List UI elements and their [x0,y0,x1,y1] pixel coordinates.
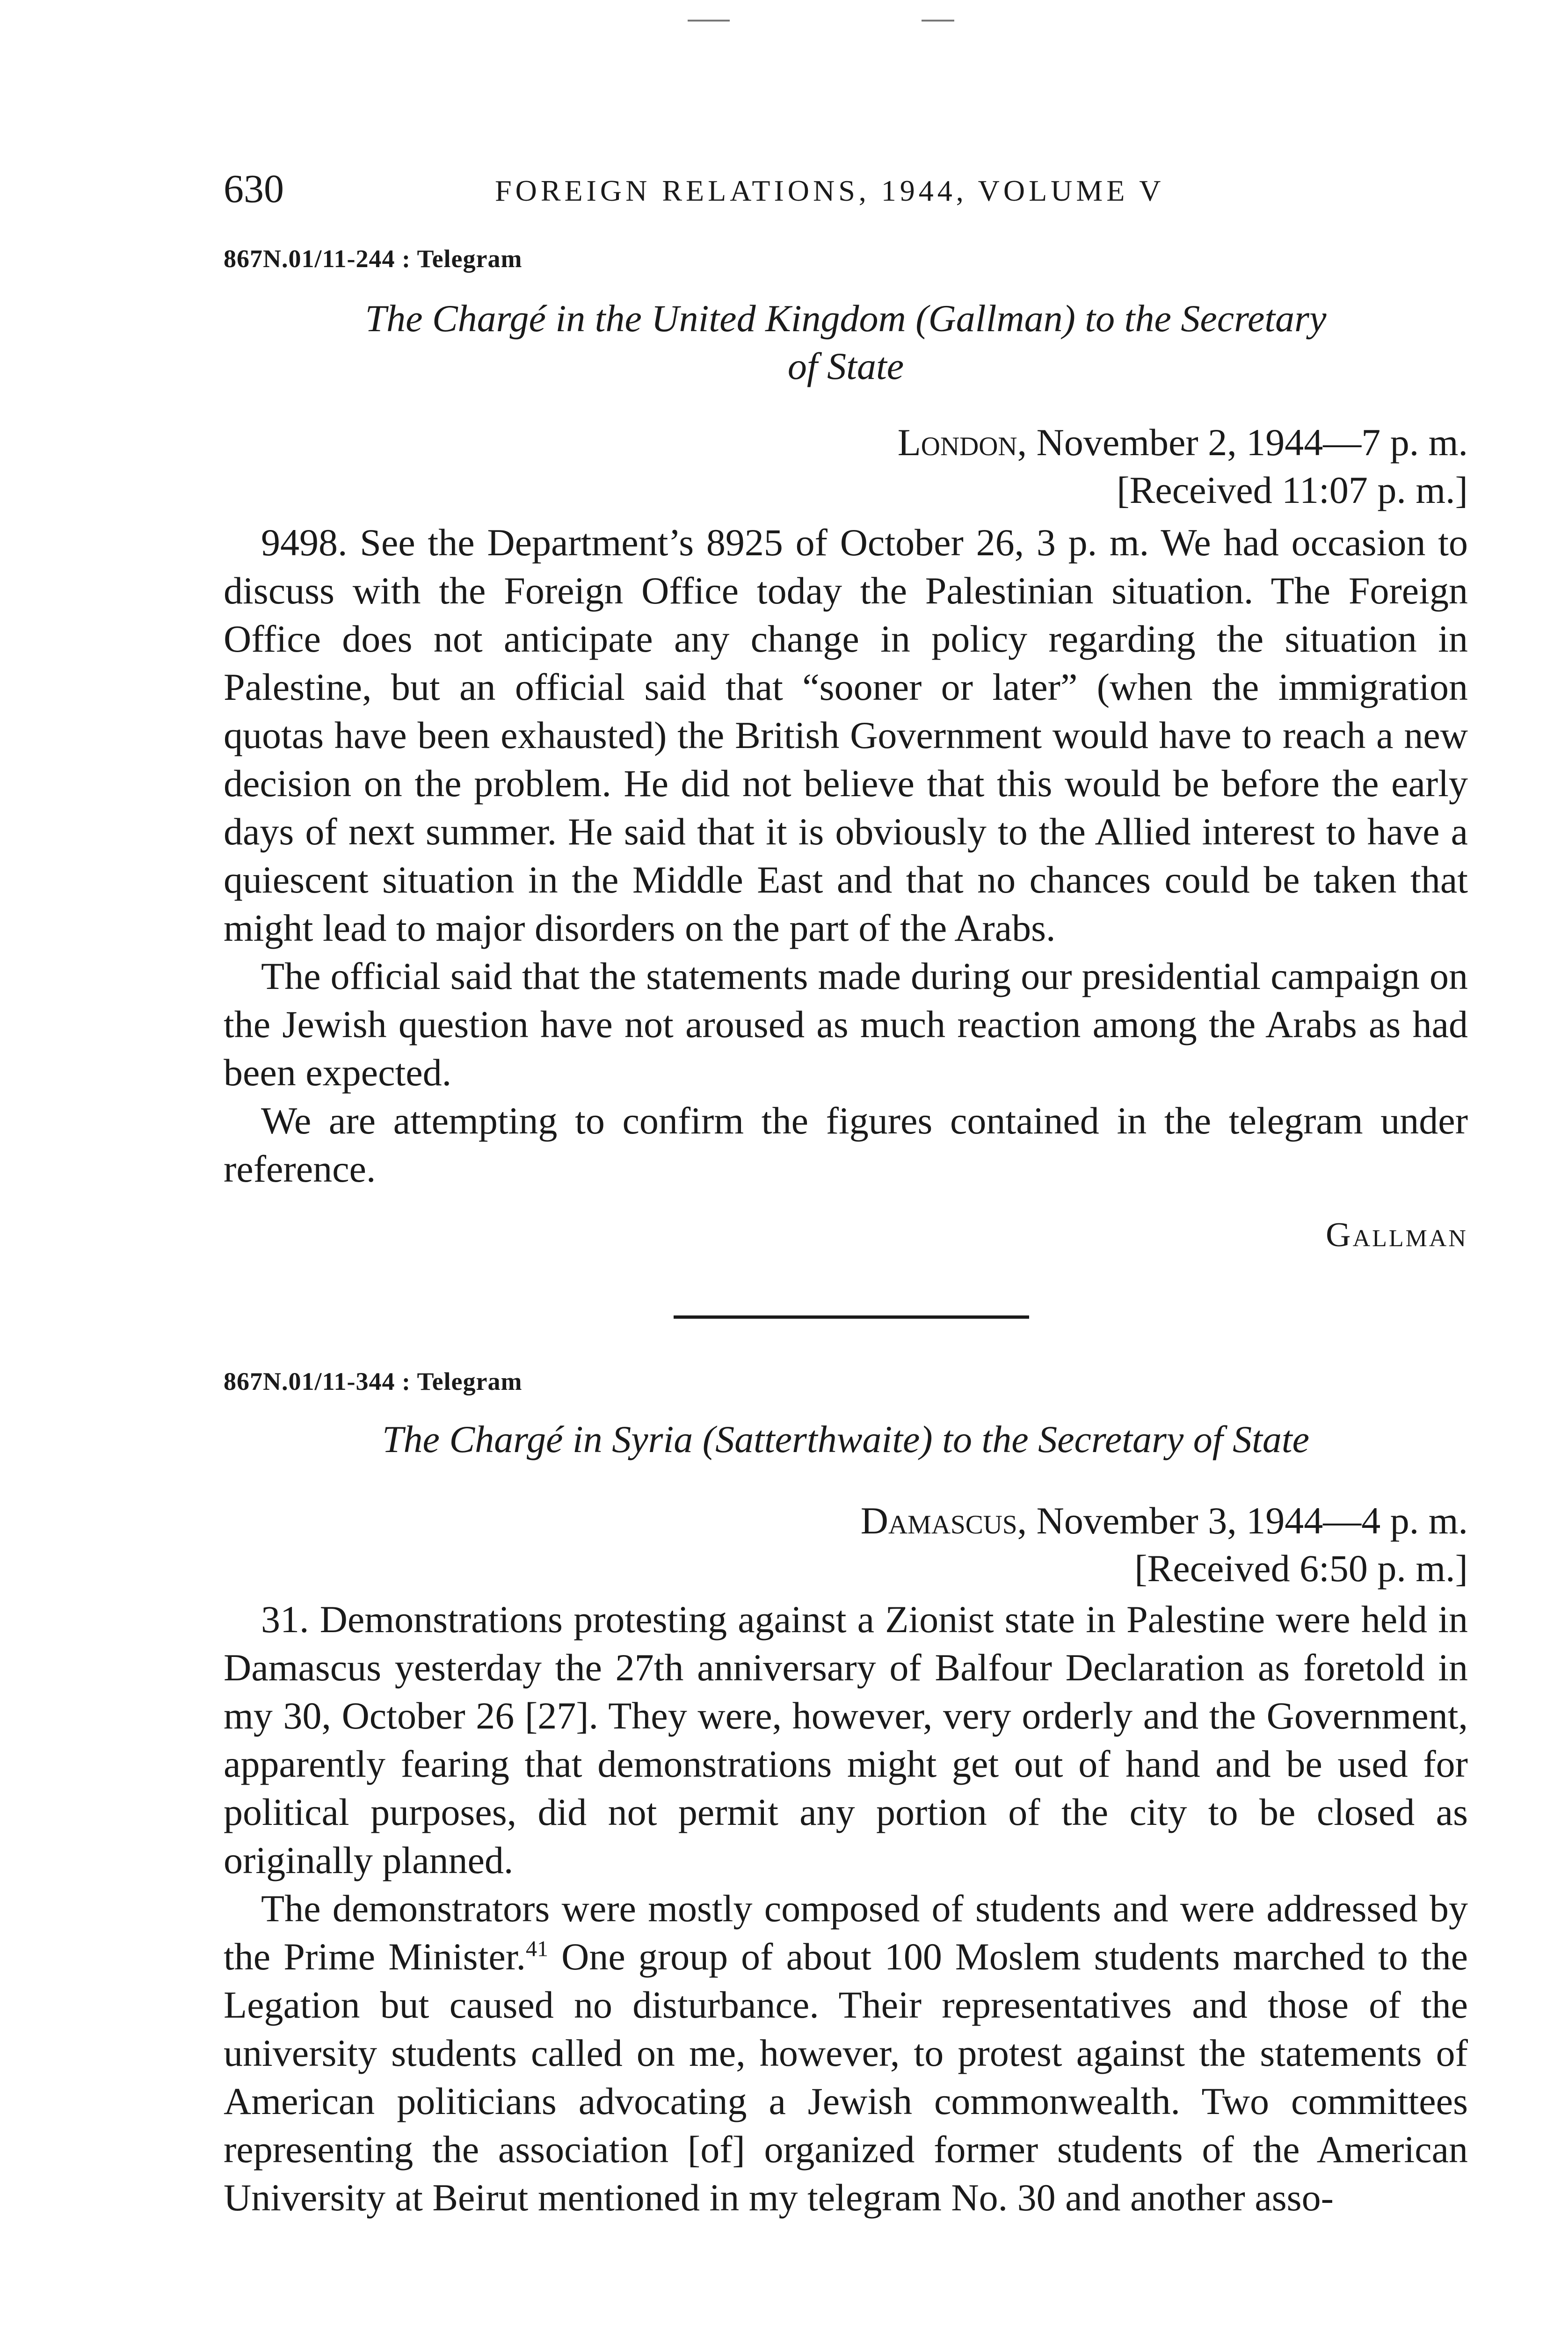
file-reference-1: 867N.01/11-244 : Telegram [224,245,523,273]
dateline-2-place: Damascus [860,1499,1017,1542]
paragraph-text: The demonstrators were mostly composed of students and were addressed by the Prime Minister. [224,1887,1468,1978]
running-title: FOREIGN RELATIONS, 1944, VOLUME V [495,174,1165,207]
section-separator [674,1315,1029,1319]
document-title-1-line1: The Chargé in the United Kingdom (Gallman) to the Secretary [365,297,1327,340]
page-number: 630 [224,166,284,211]
paragraph: We are attempting to confirm the figures contained in the telegram under reference. [224,1099,1468,1190]
dateline-1 [898,419,1468,514]
paragraph: 31. Demonstrations protesting against a Zionist state in Palestine were held in Damascus yesterday the 27th anniversary of Balfour Declaration as foretold in my 30, October 26 [27]. They were, however, very orderly and the Government, apparently fearing that demonstrations might get out of hand and be used for political purposes, did not permit any portion of the city to be closed as originally planned. [224,1598,1468,1881]
footnote-reference: 41 [526,1936,549,1961]
dateline-2-received: [Received 6:50 p. m.] [1134,1547,1468,1590]
paragraph [224,1884,1468,2222]
paragraph: The official said that the statements made during our presidential campaign on the Jewish question have not aroused as much reaction among the Arabs as had been expected. [224,955,1468,1094]
paragraph: 9498. See the Department’s 8925 of October 26, 3 p. m. We had occasion to discuss with the Foreign Office today the Palestinian situation. The Foreign Office does not anticipate any change in policy regarding the situation in Palestine, but an official said that “sooner or later” (when the immigration quotas have been exhausted) the British Government would have to reach a new decision on the problem. He did not believe that this would be before the early days of next summer. He said that it is obviously to the Allied interest to have a quiescent situation in the Middle East and that no chances could be taken that might lead to major disorders on the part of the Arabs. [224,521,1468,949]
scan-marks [688,14,968,28]
document-body-1 [224,518,1468,1193]
document-title-2 [224,1416,1468,1463]
document-body-2 [224,1595,1468,2222]
dateline-1-received: [Received 11:07 p. m.] [1117,469,1468,511]
file-reference-2: 867N.01/11-344 : Telegram [224,1367,523,1395]
running-head [224,163,1487,214]
dateline-2-date: , November 3, 1944—4 p. m. [1017,1499,1468,1542]
document-title-1-line2: of State [787,345,904,387]
paragraph-text: One group of about 100 Moslem students marched to the Legation but caused no disturbance. Their representatives and those of the university students called on me, however, to protest against the statements of American politicians advocating a Jewish commonwealth. Two committees representing the association [of] organized former students of the American University at Beirut mentioned in my telegram No. 30 and another asso- [224,1935,1468,2219]
dateline-2 [861,1497,1468,1592]
dateline-1-date: , November 2, 1944—7 p. m. [1017,421,1468,464]
dateline-1-place: London [897,421,1017,464]
signature-1: Gallman [1326,1216,1468,1254]
document-title-2-line1: The Chargé in Syria (Satterthwaite) to the Secretary of State [382,1418,1310,1460]
document-title-1 [224,295,1468,390]
